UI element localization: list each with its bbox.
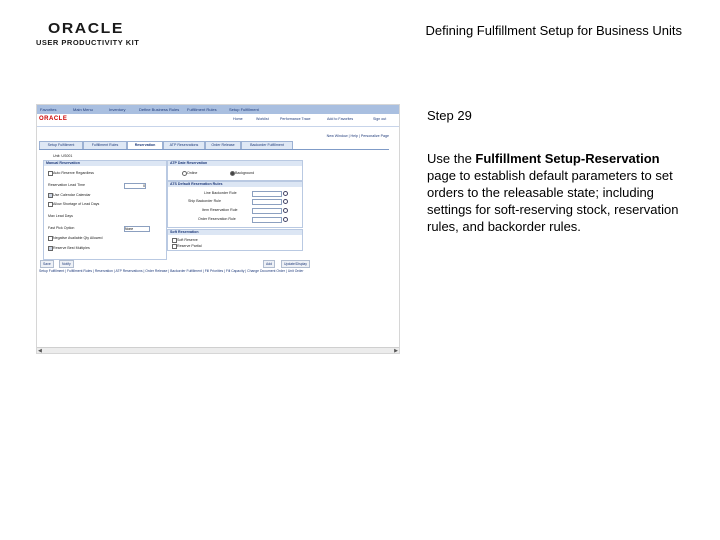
step-description — [427, 150, 687, 235]
tab-order-release[interactable]: Order Release — [205, 141, 241, 149]
order-reservation-label: Order Reservation Rule — [198, 217, 236, 221]
tab-atp-reservations[interactable]: ATP Reservations — [163, 141, 205, 149]
order-reservation-input[interactable] — [252, 217, 282, 223]
horizontal-scrollbar[interactable] — [37, 347, 399, 354]
reserve-multiples-label: Reserve Best Multiples — [53, 246, 90, 250]
soft-reservation-panel — [167, 229, 303, 251]
item-reservation-input[interactable] — [252, 208, 282, 214]
ats-rules-panel — [167, 181, 303, 228]
max-lead-days-label: Max Lead Days — [48, 214, 73, 218]
item-reservation-label: Item Reservation Rule — [202, 208, 238, 212]
negative-available-label: Negative Available Qty Allowed — [53, 236, 103, 240]
lead-time-input[interactable]: 0 — [124, 183, 146, 189]
tab-bar — [39, 141, 389, 150]
tab-setup-fulfillment[interactable]: Setup Fulfillment — [39, 141, 83, 149]
step-label: Step 29 — [427, 108, 472, 123]
background-label: Background — [235, 171, 255, 175]
use-calendar-label: Use Calendar Calendar — [53, 193, 91, 197]
nav-main-menu[interactable]: Main Menu — [73, 107, 93, 112]
nav-setup-fulfillment[interactable]: Setup Fulfillment — [229, 107, 259, 112]
scroll-left-icon[interactable]: ◀ — [38, 348, 42, 354]
worklist-link[interactable]: Worklist — [256, 117, 269, 121]
notify-button[interactable]: Notify — [59, 260, 74, 268]
line-backorder-label: Line Backorder Rule — [204, 191, 237, 195]
tab-backorder-fulfillment[interactable]: Backorder Fulfillment — [241, 141, 293, 149]
description-prefix: Use the — [427, 151, 476, 166]
description-suffix: page to establish default parameters to set orders to the releasable state; including settings for soft-reserving stock, reservation rules, and backorder rules. — [427, 168, 679, 234]
performance-trace-link[interactable]: Performance Trace — [280, 117, 311, 121]
manual-reservation-panel — [43, 160, 167, 260]
home-link[interactable]: Home — [233, 117, 243, 121]
atp-reservation-panel — [167, 160, 303, 181]
line-backorder-input[interactable] — [252, 191, 282, 197]
ship-backorder-input[interactable] — [252, 199, 282, 205]
scroll-right-icon[interactable]: ▶ — [394, 348, 398, 354]
ship-backorder-label: Ship Backorder Rule — [188, 199, 221, 203]
online-label: Online — [187, 171, 198, 175]
reserve-partial-label: Reserve Partial — [177, 244, 202, 248]
ats-rules-header: ATS Default Reservation Rules — [168, 182, 302, 187]
logo-upk-text: USER PRODUCTIVITY KIT — [36, 38, 140, 47]
description-page-name: Fulfillment Setup-Reservation — [475, 151, 660, 166]
sign-out-link[interactable]: Sign out — [373, 117, 387, 121]
breadcrumb-bar — [37, 105, 399, 114]
add-to-favorites-link[interactable]: Add to Favorites — [327, 117, 354, 121]
application-screenshot — [36, 104, 400, 354]
soft-reserve-label: Soft Reserve — [177, 238, 198, 242]
brand-bar — [37, 114, 399, 127]
logo-oracle-text: ORACLE — [48, 20, 124, 37]
ship-backorder-lookup-icon[interactable] — [283, 199, 288, 204]
tab-fulfillment-rules[interactable]: Fulfillment Rules — [83, 141, 127, 149]
manual-reservation-header: Manual Reservation — [44, 161, 166, 166]
atp-reservation-header: ATP Date Reservation — [168, 161, 302, 166]
allow-shortage-label: Allow Shortage of Lead Days — [53, 202, 100, 206]
nav-inventory[interactable]: Inventory — [109, 107, 126, 112]
oracle-brand: ORACLE — [39, 116, 68, 122]
lead-time-label: Reservation Lead Time — [48, 183, 85, 187]
nav-define-business-rules[interactable]: Define Business Rules — [139, 107, 180, 112]
soft-reservation-header: Soft Reservation — [168, 230, 302, 235]
tab-reservation[interactable]: Reservation — [127, 141, 163, 149]
oracle-upk-logo — [36, 20, 156, 50]
save-button[interactable]: Save — [40, 260, 54, 268]
auto-reserve-label: Auto Reserve Regardless — [53, 171, 94, 175]
item-reservation-lookup-icon[interactable] — [283, 208, 288, 213]
update-display-button[interactable]: Update/Display — [281, 260, 310, 268]
business-unit-label: Unit: US001 — [53, 154, 73, 158]
nav-favorites[interactable]: Favorites — [40, 107, 57, 112]
fast-pick-select[interactable]: None — [124, 226, 150, 232]
order-reservation-lookup-icon[interactable] — [283, 217, 288, 222]
bottom-page-links[interactable]: Setup Fulfillment | Fulfillment Rules | Reservation | ATP Reservations | Order Release | Backorder Fulfillment | Fill Priorities | Fill Capacity | Change Document Order | Unit Order — [39, 269, 304, 273]
fast-pick-label: Fast Pick Option — [48, 226, 75, 230]
nav-fulfillment-rules[interactable]: Fulfillment Rules — [187, 107, 217, 112]
add-button[interactable]: Add — [263, 260, 275, 268]
document-title: Defining Fulfillment Setup for Business Units — [425, 23, 682, 38]
page-links[interactable]: New Window | Help | Personalize Page — [326, 134, 389, 138]
line-backorder-lookup-icon[interactable] — [283, 191, 288, 196]
